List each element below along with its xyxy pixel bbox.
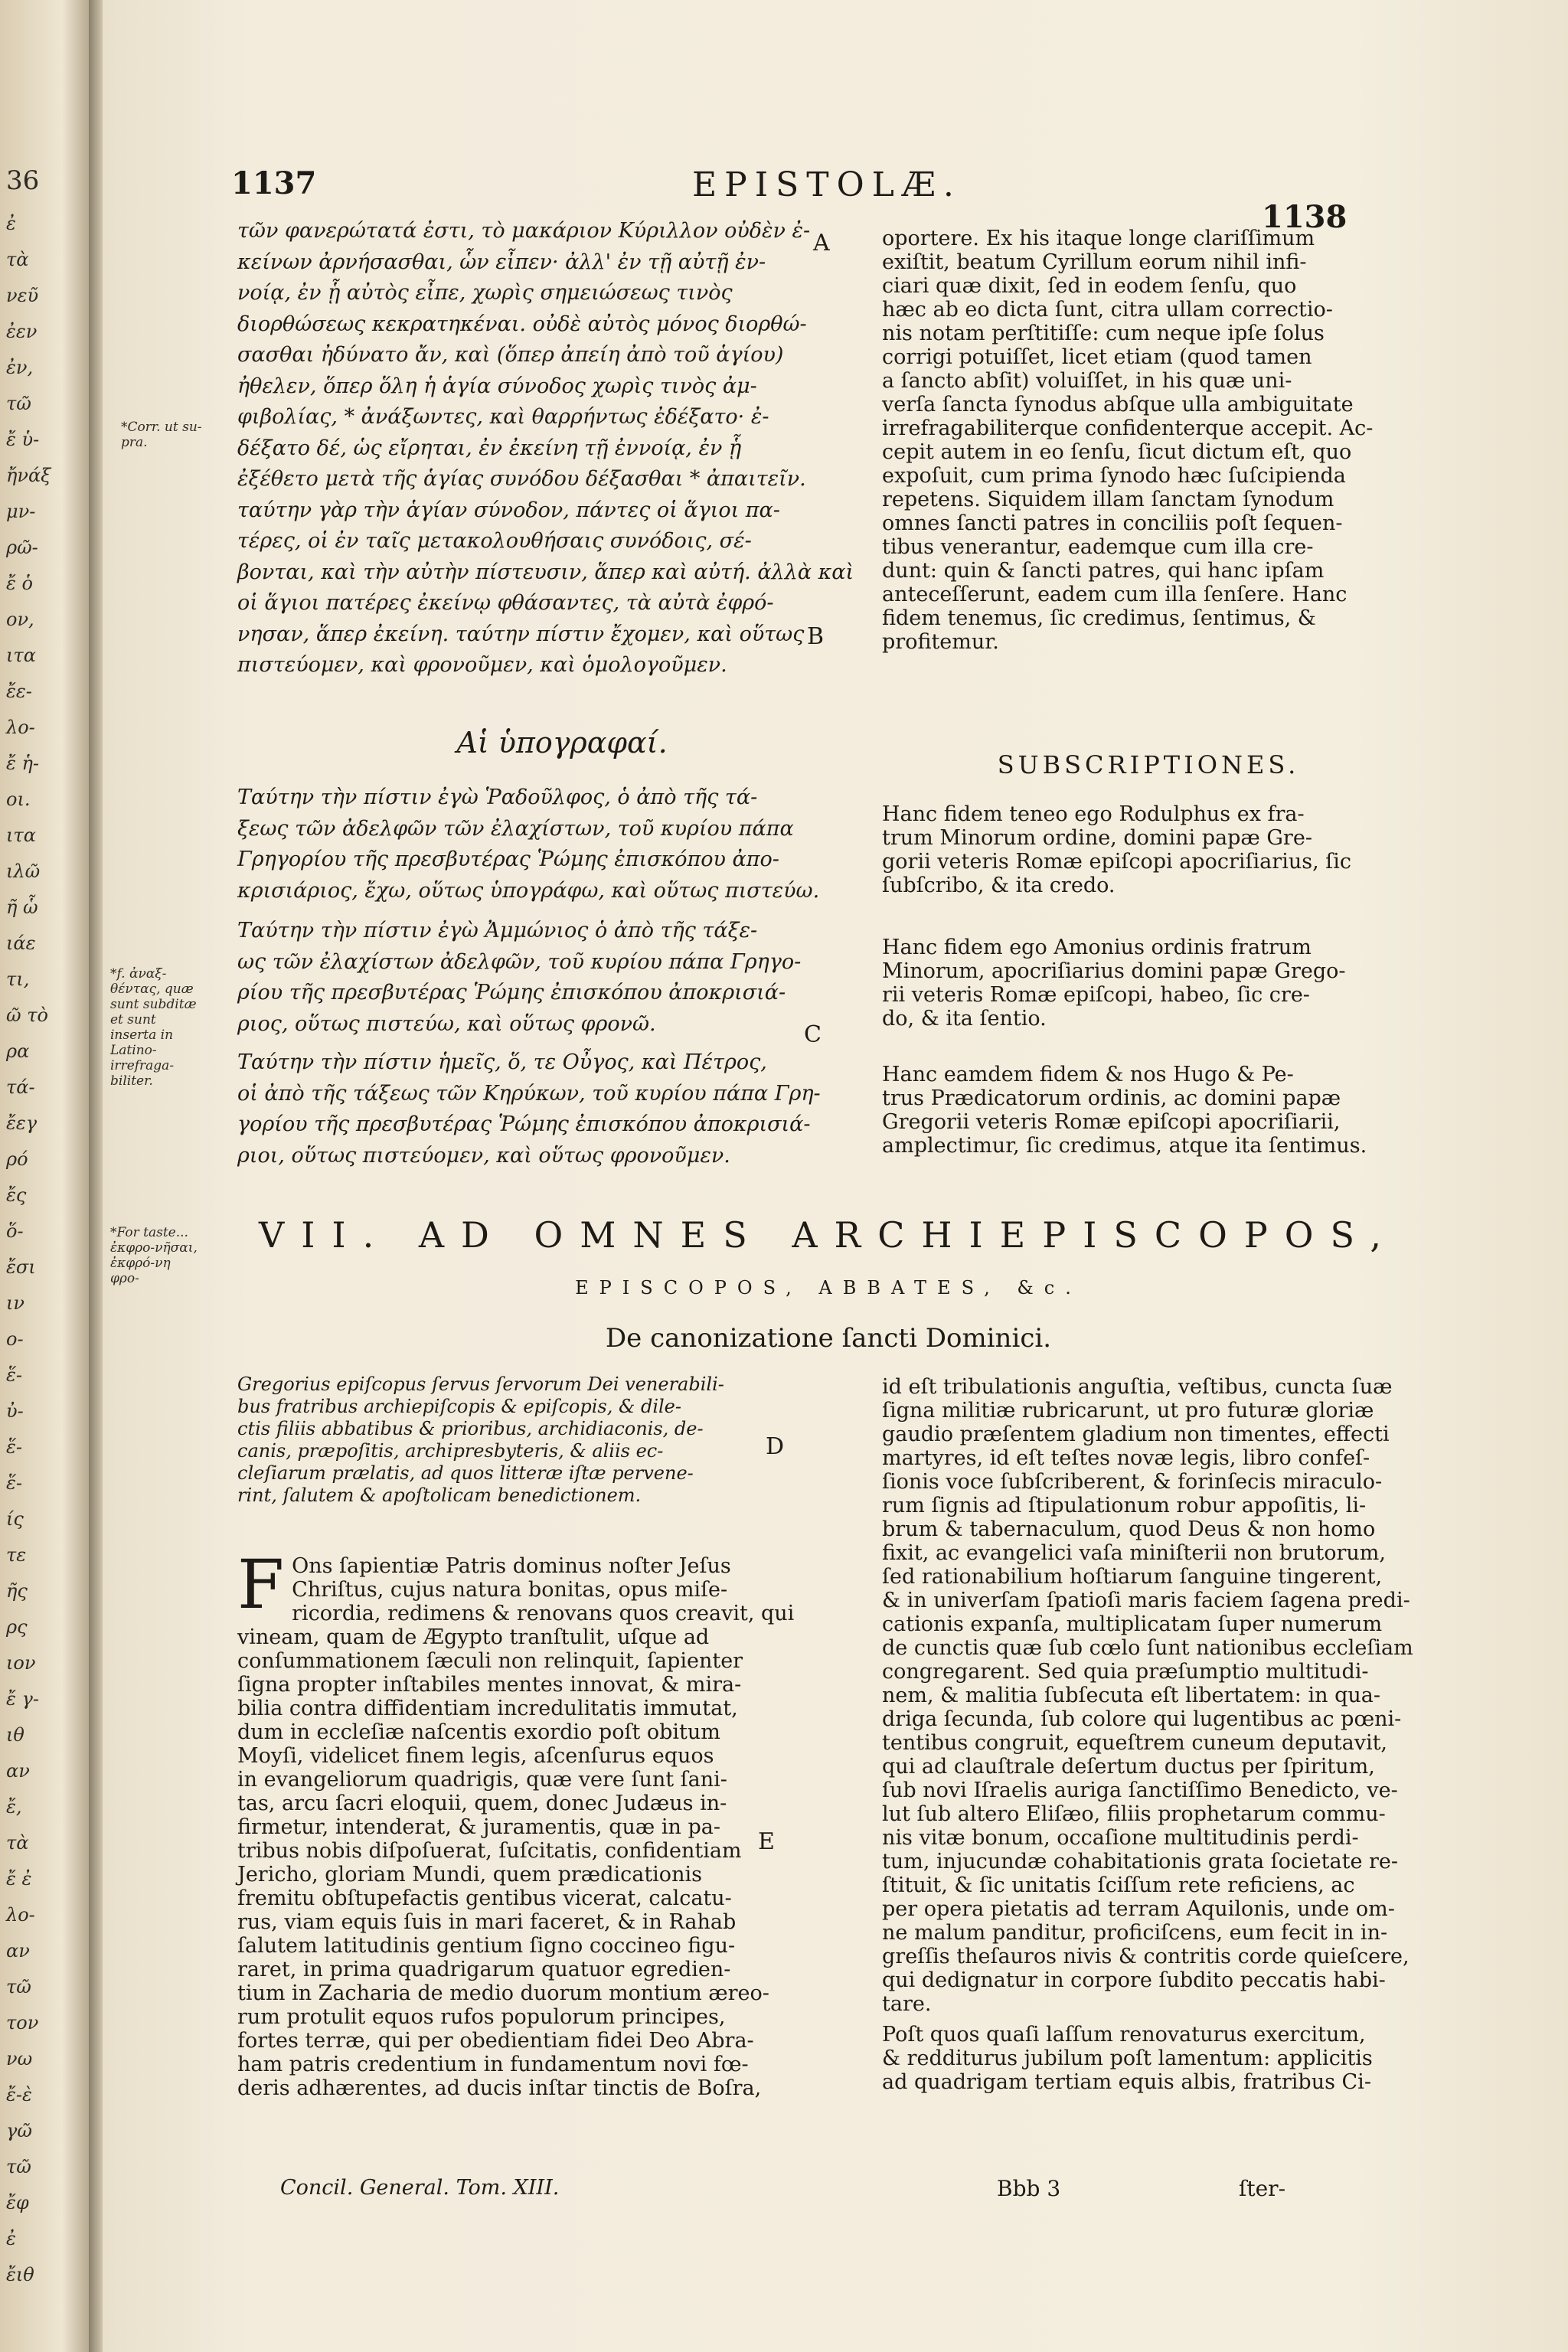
- text-line: κρισιάριος, ἔχω, οὕτως ὑπογράφω, καὶ οὕτως πιστεύω.: [237, 878, 820, 903]
- text-line: rii veteris Romæ epiſcopi, habeo, ſic cre-: [882, 983, 1310, 1007]
- text-line: ἠθελεν, ὅπερ ὅλη ἡ ἁγία σύνοδος χωρὶς τινὸς ἀμ-: [237, 374, 757, 398]
- text-line: ξεως τῶν ἀδελφῶν τῶν ἐλαχίστων, τοῦ κυρίου πάπα: [237, 816, 794, 841]
- text-line: rum ſignis ad ſtipulationum robur appoſitis, li-: [882, 1494, 1367, 1517]
- margin-letter-b: B: [807, 623, 825, 650]
- text-line: ſionis voce ſubſcriberent, & forinſecis miraculo-: [882, 1470, 1383, 1494]
- text-line: repetens. Siquidem illam ſanctam ſynodum: [882, 488, 1334, 511]
- text-line: verſa ſancta ſynodus abſque ulla ambiguitate: [882, 393, 1354, 416]
- text-line: ſigna militiæ rubricarunt, ut pro futuræ gloriæ: [882, 1399, 1374, 1423]
- text-line: Chriſtus, cujus natura bonitas, opus miſe-: [292, 1578, 728, 1602]
- previous-page-fragment: ἔε-: [6, 681, 32, 702]
- previous-page-fragment: γῶ: [6, 2120, 32, 2141]
- text-line: ſubſcribo, & ita credo.: [882, 874, 1116, 897]
- text-line: canis, præpoſitis, archipresbyteris, & aliis ec-: [237, 1440, 664, 1462]
- latin-subscription-3: [882, 1063, 1429, 1158]
- text-line: tentibus congruit, equeſtrem cuneum deputavit,: [882, 1731, 1388, 1755]
- letter-body-right: [882, 1375, 1429, 2016]
- text-line: ſalutem latitudinis gentium ſigno coccineo figu-: [237, 1934, 736, 1958]
- previous-page-fragment: ίς: [6, 1508, 24, 1530]
- previous-page-fragment: ἕ-: [6, 1436, 22, 1458]
- text-line: trus Prædicatorum ordinis, ac domini papæ: [882, 1086, 1341, 1110]
- text-line: id eſt tribulationis anguſtia, veſtibus, cuncta ſuæ: [882, 1375, 1393, 1399]
- margin-letter-c: C: [804, 1021, 822, 1048]
- text-line: ciari quæ dixit, ſed in eodem ſenſu, quo: [882, 274, 1297, 298]
- text-line: Ταύτην τὴν πίστιν ἡμεῖς, ὅ, τε Οὖγος, καὶ Πέτρος,: [237, 1050, 767, 1074]
- previous-page-fragment: ὐ-: [6, 1400, 24, 1422]
- section-heading: VII. AD OMNES ARCHIEPISCOPOS,: [259, 1214, 1398, 1256]
- text-line: lut ſub altero Eliſæo, filiis prophetarum commu-: [882, 1802, 1386, 1826]
- text-line: martyres, id eſt teſtes novæ legis, libro confeſ-: [882, 1446, 1370, 1470]
- text-line: & in univerſam ſpatioſi maris faciem ſagena predi-: [882, 1589, 1410, 1612]
- text-line: raret, in prima quadrigarum quatuor egredien-: [237, 1958, 731, 1981]
- text-line: irrefragabiliterque confidenterque accepit. Ac-: [882, 416, 1374, 440]
- text-line: Hanc fidem ego Amonius ordinis fratrum: [882, 936, 1312, 959]
- text-line: conſummationem ſæculi non relinquit, ſapienter: [237, 1649, 743, 1673]
- previous-page-fragment: ἔ γ-: [6, 1688, 39, 1710]
- left-page-number: 1137: [231, 165, 317, 201]
- previous-page-fragment: τῶ: [6, 2156, 31, 2177]
- text-line: per opera pietatis ad terram Aquilonis, unde om-: [882, 1897, 1395, 1921]
- previous-page-fragment: ἔ ἐ: [6, 1868, 32, 1890]
- text-line: Hanc fidem teneo ego Rodulphus ex fra-: [882, 802, 1305, 826]
- previous-page-edge: [0, 0, 89, 2352]
- previous-page-fragment: τῶ: [6, 1976, 31, 1998]
- text-line: ſtituit, & ſic unitatis ſciſſum rete reficiens, ac: [882, 1873, 1355, 1897]
- text-line: ſigna propter inſtabiles mentes innovat, & mira-: [237, 1673, 742, 1697]
- text-line: a ſancto abſit) voluiſſet, in his quæ uni-: [882, 369, 1292, 393]
- text-line: nis notam perſtitiſſe: cum neque ipſe ſolus: [882, 322, 1325, 345]
- previous-page-fragment: ἔ ἡ-: [6, 753, 39, 774]
- latin-column-top: [882, 227, 1429, 654]
- previous-page-fragment: ῆ ὧ: [6, 897, 38, 918]
- text-line: gorii veteris Romæ epiſcopi apocriſiarius, ſic: [882, 850, 1351, 874]
- text-line: tium in Zacharia de medio duorum montium æreo-: [237, 1981, 769, 2005]
- previous-page-fragment: ἕ-: [6, 1364, 22, 1386]
- previous-page-fragment: ἐ: [6, 213, 16, 234]
- footer-catchword: ſter-: [1239, 2176, 1286, 2201]
- previous-page-fragment: ὅ-: [6, 1220, 24, 1242]
- previous-page-fragment: ἔσι: [6, 1256, 36, 1278]
- text-line: ἐξέθετο μετὰ τῆς ἁγίας συνόδου δέξασθαι * ἀπαιτεῖν.: [237, 467, 806, 491]
- previous-page-fragment: ἔ ὁ: [6, 573, 33, 594]
- text-line: cepit autem in eo ſenſu, ſicut dictum eſt, quo: [882, 440, 1352, 464]
- text-line: oportere. Ex his itaque longe clariſſimum: [882, 227, 1315, 250]
- previous-page-fragment: ῆς: [6, 1580, 28, 1602]
- greek-column-top: [237, 216, 911, 681]
- section-title: De canonizatione ſancti Dominici.: [605, 1323, 1052, 1354]
- previous-page-fragment: ἐ: [6, 2228, 16, 2249]
- text-line: γορίου τῆς πρεσβυτέρας Ῥώμης ἐπισκόπου ἀποκρισιά-: [237, 1112, 811, 1136]
- text-line: congregarent. Sed quia præſumptio multitudi-: [882, 1660, 1369, 1684]
- text-line: Γρηγορίου τῆς πρεσβυτέρας Ῥώμης ἐπισκόπου ἀπο-: [237, 848, 779, 871]
- text-line: gaudio præſentem gladium non timentes, effecti: [882, 1423, 1390, 1446]
- text-line: & redditurus jubilum poſt lamentum: applicitis: [882, 2047, 1373, 2070]
- text-line: Moyſi, videlicet finem legis, aſcenſurus equos: [237, 1744, 714, 1768]
- text-line: dum in eccleſiæ naſcentis exordio poſt obitum: [237, 1720, 720, 1744]
- margin-letter-a: A: [813, 230, 830, 256]
- text-line: nis vitæ bonum, occaſione multitudinis perdi-: [882, 1826, 1359, 1850]
- previous-page-fragment: τῶ: [6, 393, 31, 414]
- text-line: tare.: [882, 1992, 932, 2016]
- text-line: hæc ab eo dicta ſunt, citra ullam correctio-: [882, 298, 1333, 322]
- previous-page-fragment: ο-: [6, 1328, 24, 1350]
- previous-page-fragment: ρς: [6, 1616, 28, 1638]
- text-line: nem, & malitia ſubſecuta eſt libertatem: in qua-: [882, 1684, 1380, 1707]
- text-line: deris adhærentes, ad ducis inſtar tinctis de Boſra,: [237, 2076, 762, 2100]
- previous-page-fragment: τι,: [6, 969, 30, 990]
- previous-page-fragment: ιάε: [6, 933, 36, 954]
- text-line: tribus nobis diſpoſuerat, ſuſcitatis, confidentiam: [237, 1839, 742, 1863]
- greek-subscriptions-title: Αἱ ὑπογραφαί.: [456, 726, 668, 760]
- text-line: cleſiarum prælatis, ad quos litteræ iſtæ pervene-: [237, 1462, 694, 1484]
- margin-note-1: *Corr. ut su-pra.: [121, 420, 202, 450]
- text-line: driga ſecunda, ſub colore qui lugentibus ac pœni-: [882, 1707, 1402, 1731]
- text-line: οἱ ἀπὸ τῆς τάξεως τῶν Κηρύκων, τοῦ κυρίου πάπα Γρη-: [237, 1081, 821, 1106]
- previous-page-fragment: νεῦ: [6, 285, 39, 306]
- letter-body-left: [237, 1545, 850, 2100]
- previous-page-fragment: λο-: [6, 1904, 35, 1926]
- margin-note-2: *f. ἀναξ-θέντας, quæ sunt subditæ et sunt inserta in Latino-irrefraga-biliter.: [110, 966, 197, 1089]
- book-page: [103, 0, 1568, 2352]
- text-line: corrigi potuiſſet, licet etiam (quod tamen: [882, 345, 1312, 369]
- footer-volume: Concil. General. Tom. XIII.: [280, 2176, 560, 2200]
- latin-subscription-2: [882, 936, 1429, 1031]
- text-line: rus, viam equis ſuis in mari faceret, & in Rahab: [237, 1910, 737, 1934]
- text-line: rint, ſalutem & apoſtolicam benedictionem.: [237, 1485, 642, 1506]
- previous-page-fragment: ον,: [6, 609, 34, 630]
- text-line: ricordia, redimens & renovans quos creavit, qui: [292, 1602, 795, 1625]
- text-line: Gregorii veteris Romæ epiſcopi apocriſiarii,: [882, 1110, 1341, 1134]
- text-line: τέρες, οἱ ἐν ταῖς μετακολουθήσαις συνόδοις, σέ-: [237, 529, 752, 553]
- previous-page-fragment: νω: [6, 2048, 33, 2069]
- previous-page-fragment: ρό: [6, 1148, 28, 1170]
- previous-page-fragment: λο-: [6, 717, 35, 738]
- text-line: Ταύτην τὴν πίστιν ἐγὼ Ἀμμώνιος ὁ ἀπὸ τῆς τάξε-: [237, 919, 758, 942]
- text-line: ριος, οὕτως πιστεύω, καὶ οὕτως φρονῶ.: [237, 1011, 656, 1036]
- text-line: fortes terræ, qui per obedientiam fidei Deo Abra-: [237, 2029, 754, 2053]
- text-line: ριοι, οὕτως πιστεύομεν, καὶ οὕτως φρονοῦμεν.: [237, 1143, 730, 1168]
- text-line: Jericho, gloriam Mundi, quem prædicationis: [237, 1863, 702, 1886]
- text-line: brum & tabernaculum, quod Deus & non homo: [882, 1517, 1376, 1541]
- text-line: rum protulit equos rufos populorum principes,: [237, 2005, 726, 2029]
- text-line: ad quadrigam tertiam equis albis, fratribus Ci-: [882, 2070, 1371, 2094]
- text-line: fidem tenemus, ſic credimus, ſentimus, &: [882, 606, 1316, 630]
- previous-page-fragment: οι.: [6, 789, 31, 810]
- text-line: ως τῶν ἐλαχίστων ἀδελφῶν, τοῦ κυρίου πάπα Γρηγο-: [237, 949, 802, 974]
- text-line: Gregorius epiſcopus ſervus ſervorum Dei venerabili-: [237, 1374, 724, 1395]
- section-subheading: EPISCOPOS, ABBATES, &c.: [575, 1277, 1082, 1298]
- text-line: dunt: quin & ſancti patres, qui hanc ipſam: [882, 559, 1325, 583]
- previous-page-fragment: ἤνάξ: [6, 465, 51, 486]
- text-line: πιστεύομεν, καὶ φρονοῦμεν, καὶ ὁμολογοῦμεν.: [237, 653, 727, 677]
- previous-page-fragment: ἔ-ὲ: [6, 2084, 32, 2105]
- text-line: οἱ ἅγιοι πατέρες ἐκείνῳ φθάσαντες, τὰ αὐτὰ ἐφρό-: [237, 591, 774, 615]
- text-line: ne malum panditur, proficiſcens, eum fecit in in-: [882, 1921, 1388, 1945]
- previous-page-fragment: τὰ: [6, 1832, 29, 1854]
- text-line: cationis expanſa, multiplicatam ſuper numerum: [882, 1612, 1383, 1636]
- previous-page-fragment: ἔ ὑ-: [6, 429, 40, 450]
- text-line: Minorum, apocriſiarius domini papæ Grego-: [882, 959, 1346, 983]
- previous-page-fragment: ἔφ: [6, 2192, 29, 2213]
- previous-page-fragment: τε: [6, 1544, 27, 1566]
- text-line: fixit, ac evangelici vaſa miniſterii non brutorum,: [882, 1541, 1386, 1565]
- previous-page-fragment: ιν: [6, 1292, 24, 1314]
- previous-page-fragment: ἕ-: [6, 1472, 22, 1494]
- previous-page-fragment: αν: [6, 1940, 30, 1962]
- text-line: ſub novi Iſraelis auriga ſanctiſſimo Benedicto, ve-: [882, 1779, 1398, 1802]
- previous-page-fragment: ιτα: [6, 825, 36, 846]
- text-line: Ταύτην τὴν πίστιν ἐγὼ Ῥαδοῦλφος, ὁ ἀπὸ τῆς τά-: [237, 786, 758, 809]
- previous-page-fragment: τον: [6, 2012, 39, 2034]
- text-line: expoſuit, cum prima ſynodo hæc ſuſcipienda: [882, 464, 1346, 488]
- previous-page-fragment: τά-: [6, 1076, 35, 1098]
- text-line: φιβολίας, * ἀνάξωντες, καὶ θαρρήντως ἐδέξατο· ἐ-: [237, 405, 769, 429]
- greek-subscription-3: [237, 1047, 911, 1171]
- previous-page-fragment: αν: [6, 1760, 30, 1782]
- drop-cap: F: [237, 1545, 285, 1624]
- previous-page-fragment: ἐεν: [6, 321, 38, 342]
- text-line: νησαν, ἅπερ ἐκείνη. ταύτην πίστιν ἔχομεν, καὶ οὕτως: [237, 622, 805, 646]
- previous-page-fragment: ἐν,: [6, 357, 34, 378]
- text-line: Hanc eamdem fidem & nos Hugo & Pe-: [882, 1063, 1294, 1086]
- text-line: βονται, καὶ τὴν αὐτὴν πίστευσιν, ἅπερ καὶ αὐτή. ἀλλὰ καὶ: [237, 560, 854, 584]
- text-line: fremitu obſtupefactis gentibus vicerat, calcatu-: [237, 1886, 732, 1910]
- text-line: bus fratribus archiepiſcopis & epiſcopis, & dile-: [237, 1396, 681, 1417]
- previous-page-fragment: ιλῶ: [6, 861, 41, 882]
- text-line: tibus venerantur, eademque cum illa cre-: [882, 535, 1314, 559]
- text-line: bilia contra diffidentiam incredulitatis immutat,: [237, 1697, 738, 1720]
- text-line: anteceſſerunt, eadem cum illa ſenſere. Hanc: [882, 583, 1348, 606]
- greek-subscription-1: [237, 782, 911, 906]
- previous-page-fragment: ἔ,: [6, 1796, 22, 1818]
- previous-page-fragment: ιτα: [6, 645, 36, 666]
- text-line: qui ad clauſtrale deſertum ductus per ſpiritum,: [882, 1755, 1375, 1779]
- text-line: de cunctis quæ ſub cœlo ſunt nationibus eccleſiam: [882, 1636, 1413, 1660]
- footer-signature: Bbb 3: [997, 2176, 1061, 2201]
- text-line: tas, arcu ſacri eloquii, quem, donec Judæus in-: [237, 1792, 727, 1815]
- text-line: vineam, quam de Ægypto tranſtulit, uſque ad: [237, 1625, 710, 1649]
- text-line: διορθώσεως κεκρατηκέναι. οὐδὲ αὐτὸς μόνος διορθώ-: [237, 312, 807, 336]
- previous-page-fragment: τὰ: [6, 249, 29, 270]
- previous-page-fragment: ρῶ-: [6, 537, 38, 558]
- previous-page-fragment: ἔιθ: [6, 2264, 34, 2285]
- letter-address: [237, 1374, 827, 1507]
- first-line: Ons ſapientiæ Patris dominus noſter Jeſus: [292, 1554, 731, 1578]
- text-line: amplectimur, ſic credimus, atque ita ſentimus.: [882, 1134, 1367, 1158]
- previous-page-fragment: ῶ τὸ: [6, 1004, 48, 1026]
- right-page-number: 1138: [1262, 199, 1348, 235]
- text-line: τῶν φανερώτατά ἐστι, τὸ μακάριον Κύριλλον οὐδὲν ἐ-: [237, 219, 811, 243]
- previous-page-fragment: ιθ: [6, 1724, 24, 1746]
- text-line: ham patris credentium in fundamentum novi fœ-: [237, 2053, 749, 2076]
- text-line: in evangeliorum quadrigis, quæ vere ſunt ſani-: [237, 1768, 727, 1792]
- latin-subscription-1: [882, 802, 1429, 897]
- text-line: νοίᾳ, ἐν ᾗ αὐτὸς εἶπε, χωρὶς σημειώσεως τινὸς: [237, 281, 733, 305]
- running-title: EPISTOLÆ.: [692, 165, 962, 204]
- book-gutter: [89, 0, 104, 2352]
- text-line: tum, injucundæ cohabitationis grata ſocietate re-: [882, 1850, 1399, 1873]
- text-line: ſed rationabilium hoſtiarum ſanguine tingerent,: [882, 1565, 1383, 1589]
- text-line: Poſt quos quaſi laſſum renovaturus exercitum,: [882, 2023, 1366, 2047]
- margin-letter-d: D: [766, 1433, 785, 1460]
- previous-page-fragment: μν-: [6, 501, 36, 522]
- text-line: δέξατο δέ, ὡς εἴρηται, ἐν ἐκείνη τῇ ἐννοίᾳ, ἐν ᾗ: [237, 436, 742, 460]
- previous-page-number: 36: [6, 165, 40, 196]
- margin-letter-e: E: [758, 1828, 775, 1855]
- latin-subscriptiones-title: SUBSCRIPTIONES.: [997, 750, 1300, 779]
- text-line: ρίου τῆς πρεσβυτέρας Ῥώμης ἐπισκόπου ἀποκρισιά-: [237, 981, 786, 1004]
- text-line: exiſtit, beatum Cyrillum eorum nihil infi-: [882, 250, 1307, 274]
- previous-page-fragment: ἔεγ: [6, 1112, 38, 1134]
- previous-page-fragment: ἔς: [6, 1184, 27, 1206]
- text-line: σασθαι ἠδύνατο ἄν, καὶ (ὅπερ ἀπείη ἀπὸ τοῦ ἁγίου): [237, 343, 784, 367]
- margin-note-3: *For taste... ἐκφρο-νῆσαι, ἐκφρό-νη φρο-: [110, 1225, 198, 1286]
- text-line: qui dedignatur in corpore ſubdito peccatis habi-: [882, 1968, 1386, 1992]
- text-line: greſſis theſauros nivis & contritis corde quieſcere,: [882, 1945, 1410, 1968]
- text-line: omnes ſancti patres in conciliis poſt ſequen-: [882, 511, 1343, 535]
- letter-body-right-para2: [882, 2023, 1429, 2094]
- text-line: κείνων ἀρνήσασθαι, ὧν εἶπεν· ἀλλ' ἐν τῇ αὐτῇ ἐν-: [237, 250, 766, 274]
- text-line: ταύτην γὰρ τὴν ἁγίαν σύνοδον, πάντες οἱ ἅγιοι πα-: [237, 498, 780, 522]
- previous-page-fragment: ρα: [6, 1040, 30, 1062]
- text-line: ctis filiis abbatibus & prioribus, archidiaconis, de-: [237, 1418, 704, 1439]
- text-line: firmetur, intenderat, & juramentis, quæ in pa-: [237, 1815, 720, 1839]
- previous-page-fragment: ιον: [6, 1652, 36, 1674]
- text-line: trum Minorum ordine, domini papæ Gre-: [882, 826, 1312, 850]
- text-line: profitemur.: [882, 630, 999, 654]
- text-line: do, & ita ſentio.: [882, 1007, 1047, 1031]
